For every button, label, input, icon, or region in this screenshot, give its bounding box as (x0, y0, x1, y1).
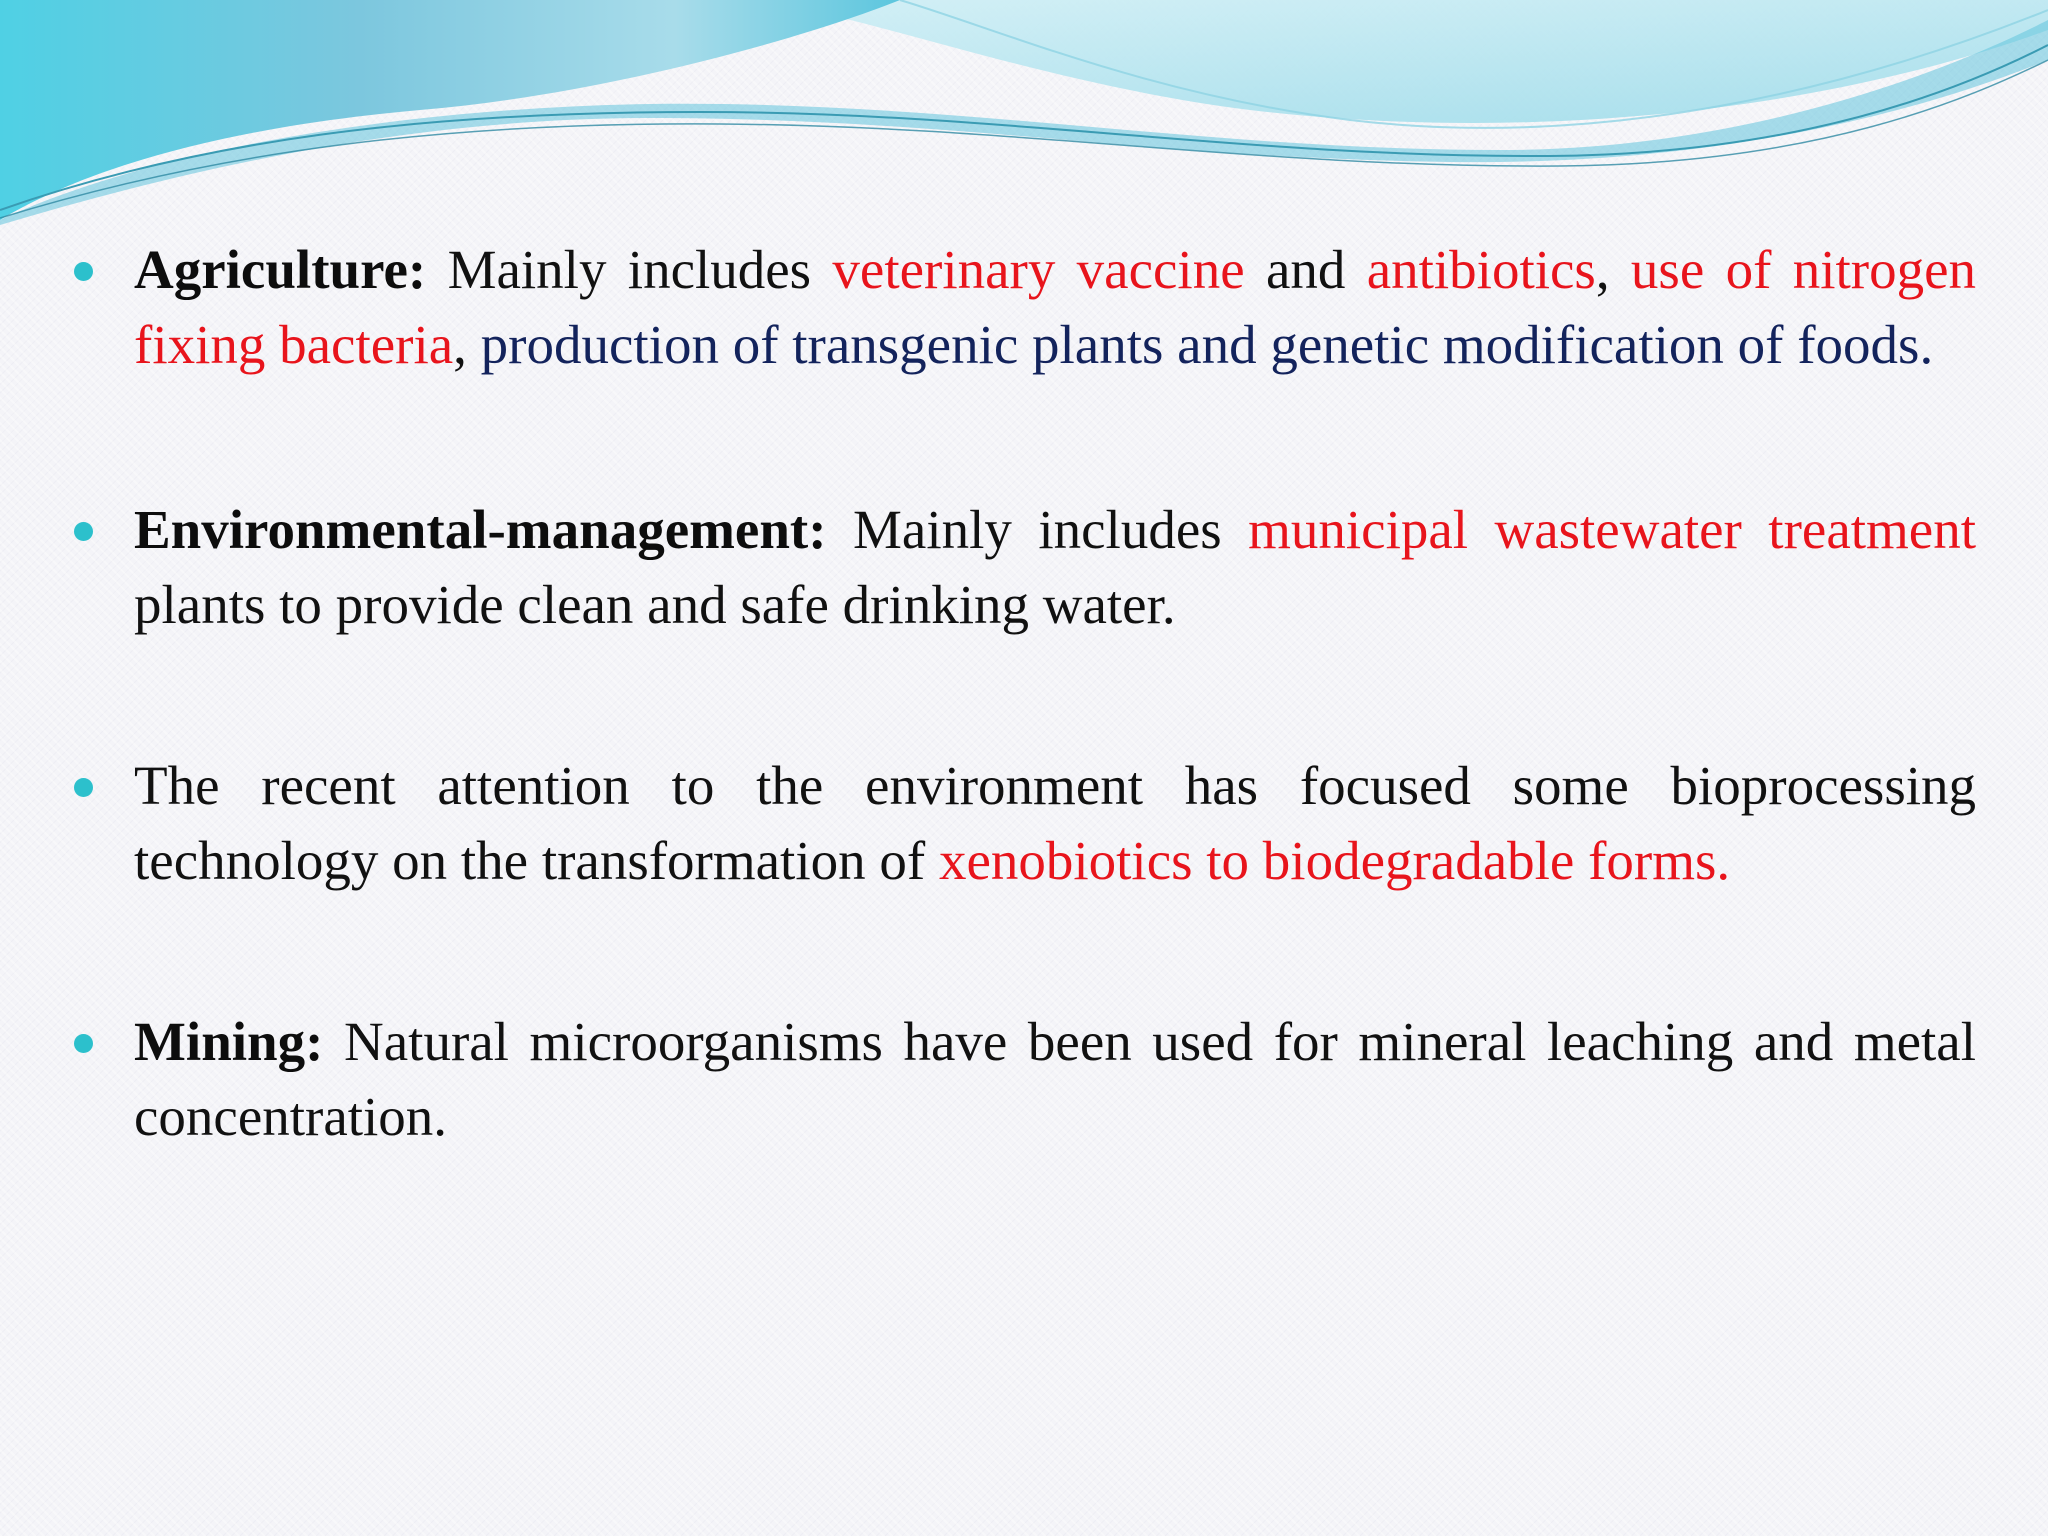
agriculture-text-3: , (1595, 239, 1631, 300)
bullet-dot-icon (74, 262, 93, 281)
environment-text-2: plants to provide clean and safe drinking water. (134, 574, 1176, 635)
bullet-recent-attention (72, 748, 1976, 898)
agriculture-label: Agriculture: (134, 239, 427, 300)
bullet-dot-icon (74, 1034, 93, 1053)
agriculture-text-4: , (453, 314, 481, 375)
environment-text-1: Mainly includes (826, 499, 1249, 560)
recent-highlight-xenobiotics: xenobiotics to biodegradable forms. (938, 830, 1731, 891)
bullet-environmental-management (72, 492, 1976, 642)
agriculture-highlight-vaccine: veterinary vaccine (832, 239, 1245, 300)
agriculture-highlight-transgenic: production of transgenic plants and genetic modification of foods. (480, 314, 1934, 375)
environment-label: Environmental-management: (134, 499, 827, 560)
recent-text-1: The recent attention to the environment has focused some bioprocessing technology on the transformation of (134, 755, 1976, 891)
environment-highlight-wastewater: municipal wastewater treatment (1248, 499, 1976, 560)
agriculture-text-1: Mainly includes (426, 239, 833, 300)
agriculture-highlight-nitrogen: use of nitrogen fixing bacteria (134, 239, 1977, 375)
bullet-agriculture (72, 232, 1976, 382)
mining-label: Mining: (134, 1011, 324, 1072)
bullet-list (72, 232, 1976, 1154)
bullet-mining (72, 1004, 1976, 1154)
header-wave-decoration (0, 0, 2048, 240)
agriculture-highlight-antibiotics: antibiotics (1366, 239, 1596, 300)
bullet-dot-icon (74, 522, 93, 541)
agriculture-text-2: and (1244, 239, 1367, 300)
mining-text-1: Natural microorganisms have been used for mineral leaching and metal concentration. (134, 1011, 1976, 1147)
bullet-dot-icon (74, 778, 93, 797)
